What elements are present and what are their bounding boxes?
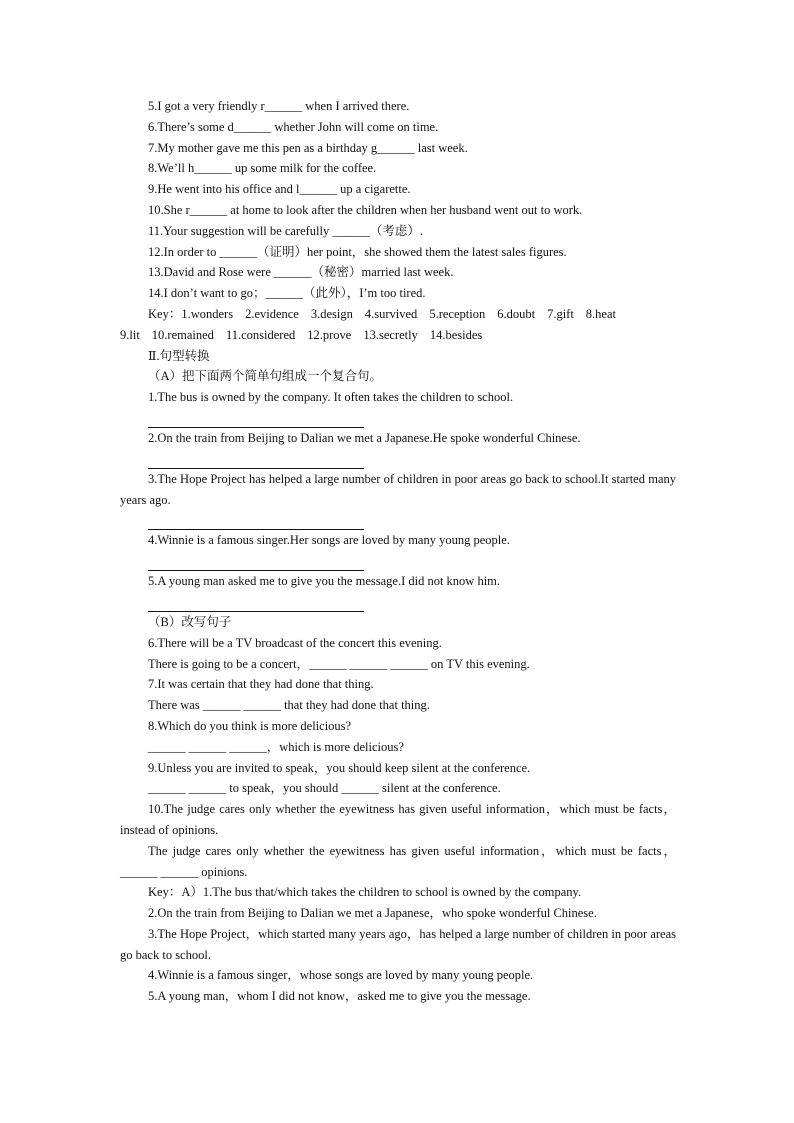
part-b-item-9: 9.Unless you are invited to speak，you should keep silent at the conference. (148, 760, 531, 775)
vocab-item-13: 13.David and Rose were ______（秘密）married last week. (148, 265, 454, 280)
key-label: Key： (148, 306, 182, 321)
document-page (120, 96, 676, 1007)
part-a-item-5: 5.A young man asked me to give you the message.I did not know him. (148, 574, 501, 589)
section-title: Ⅱ.句型转换 (148, 348, 210, 363)
answer-line[interactable] (148, 592, 364, 612)
part-b-rewrite-10: The judge cares only whether the eyewitness has given useful information，which must be facts，______ ______ opinions. (120, 843, 676, 879)
part-b-item-8: 8.Which do you think is more delicious? (148, 718, 352, 733)
vocab-item-9: 9.He went into his office and l______ up a cigarette. (148, 182, 411, 197)
vocab-item-7: 7.My mother gave me this pen as a birthday g______ last week. (148, 140, 468, 155)
answer-line[interactable] (148, 449, 364, 469)
part-b-item-6: 6.There will be a TV broadcast of the concert this evening. (148, 635, 442, 650)
vocab-item-12: 12.In order to ______（证明）her point，she showed them the latest sales figures. (148, 244, 567, 259)
part-b-rewrite-6: There is going to be a concert，______ ______ ______ on TV this evening. (148, 656, 530, 671)
part-a-item-3: 3.The Hope Project has helped a large number of children in poor areas go back to school.It started many years ago. (120, 471, 676, 507)
vocab-item-10: 10.She r______ at home to look after the children when her husband went out to work. (148, 202, 583, 217)
part-b-heading: （B）改写句子 (148, 614, 232, 629)
part-b-item-7: 7.It was certain that they had done that thing. (148, 677, 374, 692)
vocab-item-8: 8.We’ll h______ up some milk for the coffee. (148, 161, 377, 176)
part-b-rewrite-7: There was ______ ______ that they had done that thing. (148, 698, 430, 713)
part-a-item-1: 1.The bus is owned by the company. It often takes the children to school. (148, 390, 514, 405)
answer-key-2: 2.On the train from Beijing to Dalian we met a Japanese，who spoke wonderful Chinese. (148, 906, 597, 921)
answer-line[interactable] (148, 408, 364, 428)
answer-key-4: 4.Winnie is a famous singer，whose songs are loved by many young people. (148, 968, 534, 983)
part-a-heading: （A）把下面两个简单句组成一个复合句。 (148, 369, 383, 384)
vocab-item-5: 5.I got a very friendly r______ when I arrived there. (148, 99, 410, 113)
answer-key-1: Key：A）1.The bus that/which takes the children to school is owned by the company. (148, 885, 582, 900)
answer-key-5: 5.A young man，whom I did not know，asked me to give you the message. (148, 989, 531, 1004)
vocab-item-11: 11.Your suggestion will be carefully ______（考虑）. (148, 223, 423, 238)
vocab-key-line-2: 9.lit 10.remained 11.considered 12.prove 13.secretly 14.besides (120, 327, 483, 342)
vocab-item-14: 14.I don’t want to go；______（此外），I’m too tired. (148, 286, 426, 301)
answer-line[interactable] (148, 510, 364, 530)
answer-line[interactable] (148, 551, 364, 571)
vocab-item-6: 6.There’s some d______ whether John will come on time. (148, 119, 439, 134)
part-b-item-10: 10.The judge cares only whether the eyewitness has given useful information，which must be facts，instead of opinions. (120, 802, 676, 837)
part-b-rewrite-8: ______ ______ ______，which is more delicious? (148, 739, 404, 754)
part-a-item-4: 4.Winnie is a famous singer.Her songs are loved by many young people. (148, 533, 510, 548)
answer-key-3: 3.The Hope Project，which started many years ago，has helped a large number of children in poor areas go back to school. (120, 926, 676, 962)
vocab-key-line-1: Key：1.wonders 2.evidence 3.design 4.survived 5.reception 6.doubt 7.gift 8.heat (148, 306, 616, 321)
part-b-rewrite-9: ______ ______ to speak，you should ______ silent at the conference. (148, 781, 501, 796)
part-a-item-2: 2.On the train from Beijing to Dalian we met a Japanese.He spoke wonderful Chinese. (148, 430, 581, 445)
